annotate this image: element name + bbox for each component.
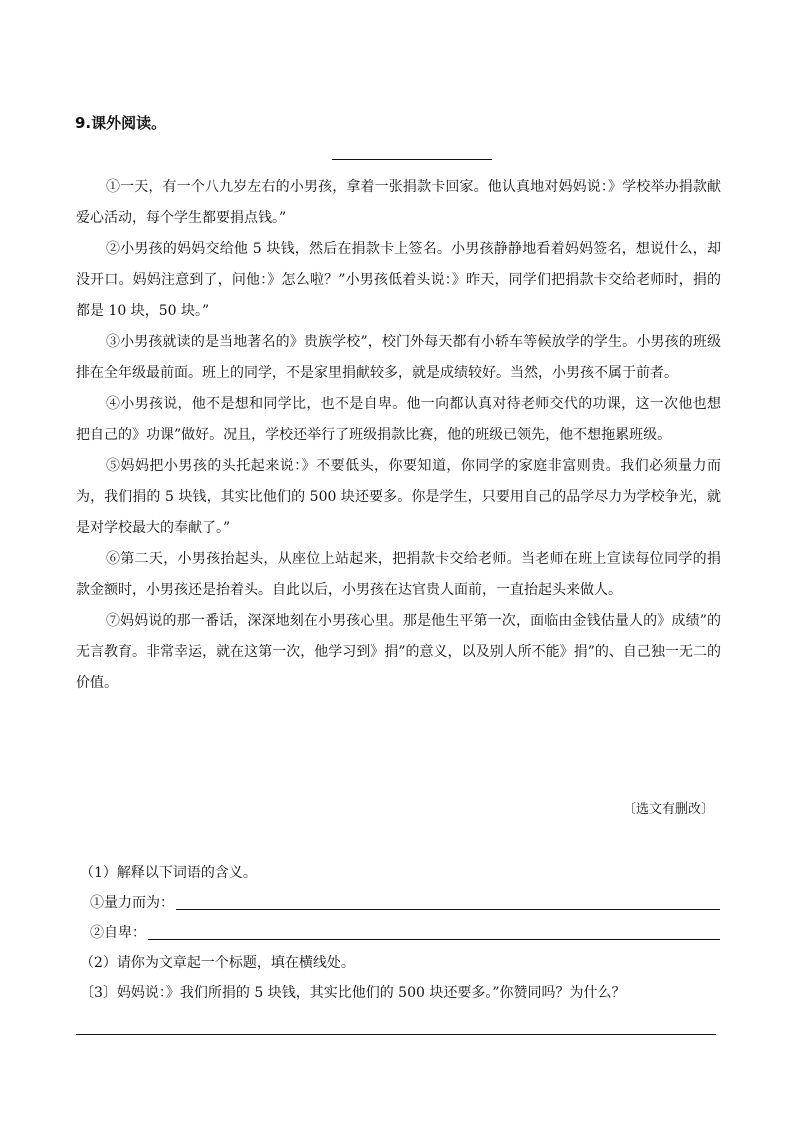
paragraph-1: ①一天，有一个八九岁左右的小男孩，拿着一张捐款卡回家。他认真地对妈妈说：》学校举办捐款献爱心活动，每个学生都要捐点钱。” bbox=[76, 179, 721, 226]
question-1b-label: ②自卑： bbox=[90, 925, 146, 941]
paragraph-2: ②小男孩的妈妈交给他 5 块钱，然后在捐款卡上签名。小男孩静静地看着妈妈签名，想说什么，却没开口。妈妈注意到了，问他：》怎么啦？”小男孩低着头说：》昨天，同学们把捐款卡交给老师时，捐的都是 10 块，50 块。” bbox=[76, 241, 721, 319]
paragraph-7: ⑦妈妈说的那一番话，深深地刻在小男孩心里。那是他生平第一次，面临由金钱估量人的》成绩”的无言教育。非常幸运，就在这第一次，他学习到》捐”的意义，以及别人所不能》捐”的、自己独一无二的价值。 bbox=[76, 613, 721, 691]
question-heading: 9.课外阅读。 bbox=[75, 114, 167, 132]
question-1: （1）解释以下词语的含义。 bbox=[80, 865, 257, 881]
question-1a bbox=[80, 888, 720, 918]
title-blank-line[interactable] bbox=[332, 159, 492, 160]
question-1b bbox=[80, 918, 720, 948]
paragraph-4: ④小男孩说，他不是想和同学比，也不是自卑。他一向都认真对待老师交代的功课，这一次他也想把自己的》功课”做好。况且，学校还举行了班级捐款比赛，他的班级已领先，他不想拖累班级。 bbox=[76, 396, 721, 443]
question-1a-label: ①量力而为： bbox=[90, 895, 174, 911]
answer-line-3[interactable] bbox=[76, 1034, 716, 1035]
reading-passage bbox=[76, 172, 721, 699]
question-3: 〔3〕妈妈说：》我们所捐的 5 块钱，其实比他们的 500 块还要多。”你赞同吗？为什么？ bbox=[80, 985, 626, 1001]
paragraph-3: ③小男孩就读的是当地著名的》贵族学校”，校门外每天都有小轿车等候放学的学生。小男孩的班级排在全年级最前面。班上的同学，不是家里捐献较多，就是成绩较好。当然，小男孩不属于前者。 bbox=[76, 334, 721, 381]
paragraph-6: ⑥第二天，小男孩抬起头，从座位上站起来，把捐款卡交给老师。当老师在班上宣读每位同学的捐款金额时，小男孩还是抬着头。自此以后，小男孩在达官贵人面前，一直抬起头来做人。 bbox=[76, 551, 721, 598]
source-note: 〔选文有删改〕 bbox=[622, 802, 714, 817]
paragraph-5: ⑤妈妈把小男孩的头托起来说：》不要低头，你要知道，你同学的家庭非富则贵。我们必须量力而为，我们捐的 5 块钱，其实比他们的 500 块还要多。你是学生，只要用自己的品学尽力为学校争光，就是对学校最大的奉献了。” bbox=[76, 458, 721, 536]
questions-section bbox=[80, 858, 720, 1008]
question-2: （2）请你为文章起一个标题，填在横线处。 bbox=[80, 955, 355, 971]
answer-line-1a[interactable] bbox=[176, 909, 720, 910]
answer-line-1b[interactable] bbox=[148, 939, 720, 940]
